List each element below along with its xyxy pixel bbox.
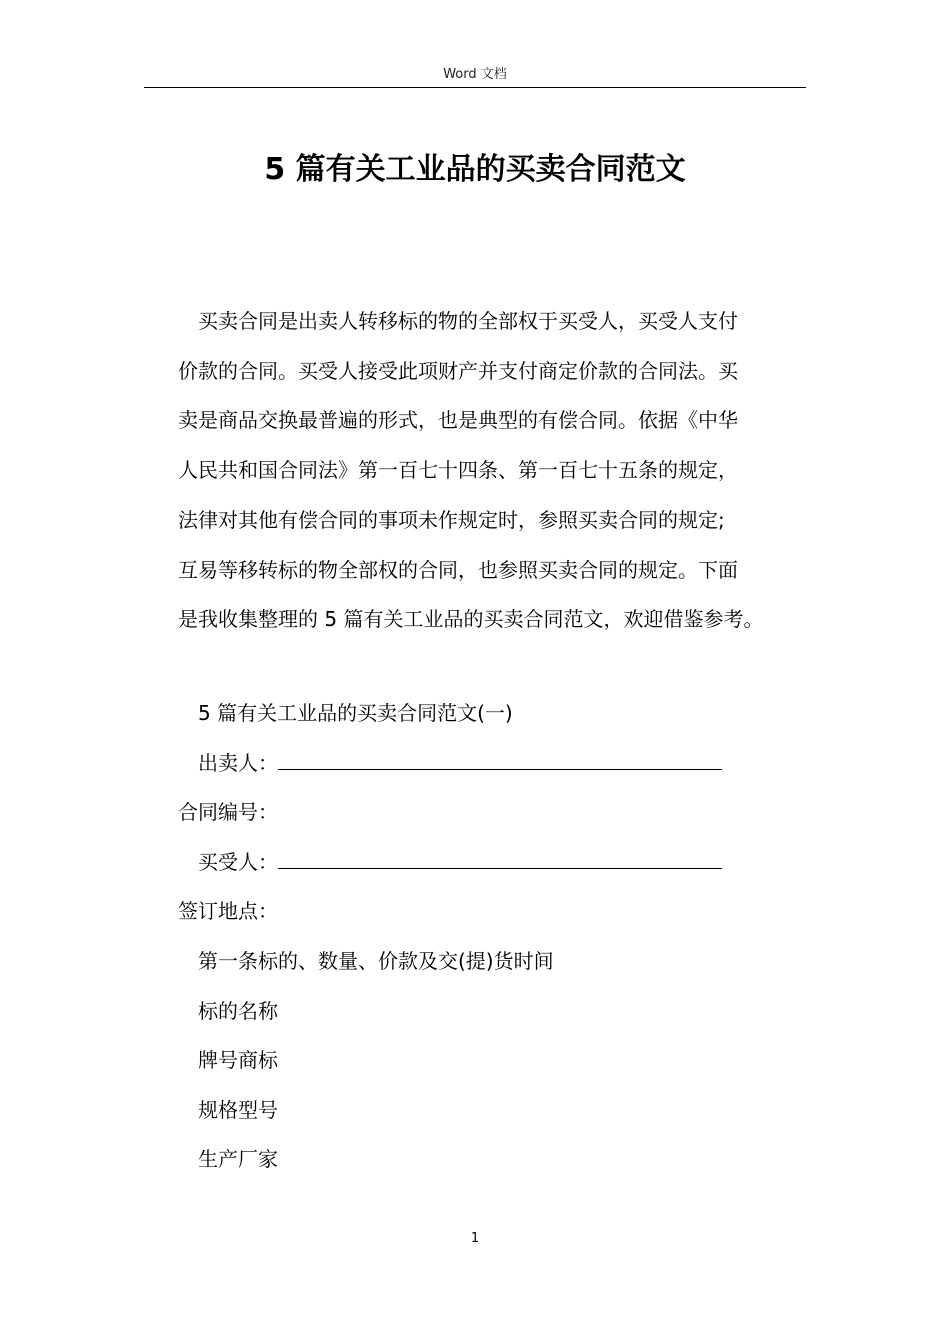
document-title: 5 篇有关工业品的买卖合同范文 xyxy=(264,152,686,187)
contract-number-label: 合同编号： xyxy=(178,800,278,825)
intro-line: 买卖合同是出卖人转移标的物的全部权于买受人，买受人支付 xyxy=(198,309,738,333)
intro-line: 价款的合同。买受人接受此项财产并支付商定价款的合同法。买 xyxy=(178,358,738,383)
seller-blank-line xyxy=(278,753,722,770)
buyer-field xyxy=(178,838,818,888)
item-manufacturer: 生产厂家 xyxy=(198,1147,278,1172)
header-divider xyxy=(144,87,806,88)
intro-paragraph xyxy=(178,297,818,645)
buyer-label: 买受人： xyxy=(198,849,278,874)
item-brand-trademark: 牌号商标 xyxy=(198,1048,278,1073)
intro-line: 法律对其他有偿合同的事项未作规定时，参照买卖合同的规定; xyxy=(178,507,725,532)
page-number: 1 xyxy=(470,1231,480,1246)
intro-line: 人民共和国合同法》第一百七十四条、第一百七十五条的规定， xyxy=(178,458,738,483)
seller-label: 出卖人： xyxy=(198,750,278,775)
page-header: Word 文档 xyxy=(443,67,507,82)
item-subject-name: 标的名称 xyxy=(198,998,278,1023)
seller-field xyxy=(178,739,818,789)
buyer-blank-line xyxy=(278,852,722,869)
item-spec-model: 规格型号 xyxy=(198,1097,278,1122)
intro-line: 卖是商品交换最普遍的形式，也是典型的有偿合同。依据《中华 xyxy=(178,408,738,433)
contract-section xyxy=(178,689,818,1185)
signing-place-label: 签订地点： xyxy=(178,899,278,924)
article-1-heading: 第一条标的、数量、价款及交(提)货时间 xyxy=(198,948,554,973)
section-heading: 5 篇有关工业品的买卖合同范文(一) xyxy=(198,701,513,725)
intro-line: 是我收集整理的 5 篇有关工业品的买卖合同范文，欢迎借鉴参考。 xyxy=(178,607,764,632)
intro-line: 互易等移转标的物全部权的合同，也参照买卖合同的规定。下面 xyxy=(178,557,738,582)
